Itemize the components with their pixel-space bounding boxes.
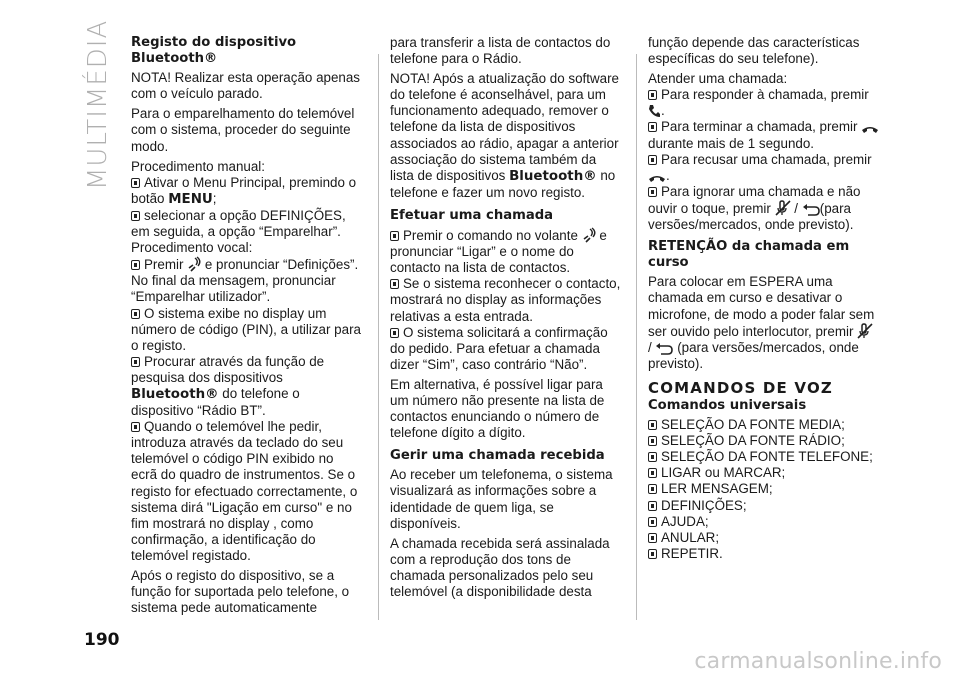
bullet-icon (648, 549, 657, 559)
bullet-item: Para responder à chamada, premir . (648, 87, 880, 119)
bluetooth-label: Bluetooth® (131, 386, 219, 402)
vocal-procedure-label: Procedimento vocal: (131, 240, 253, 256)
bullet-icon (131, 178, 140, 188)
bullet-icon (648, 420, 657, 430)
ringtone-paragraph: A chamada recebida será assinalada com a reprodução dos tons de chamada personalizados pelo seu telemóvel (a disponibilidade desta (390, 535, 610, 599)
voice-command-item: DEFINIÇÕES; (648, 498, 880, 514)
bullet-icon (648, 90, 657, 100)
bullet-icon (648, 155, 657, 165)
bullet-item: Para recusar uma chamada, premir . (648, 152, 880, 184)
voice-command-icon (582, 227, 596, 243)
bullet-icon (131, 211, 140, 221)
voice-command-item: SELEÇÃO DA FONTE RÁDIO; (648, 433, 880, 449)
bullet-icon (648, 187, 657, 197)
heading-voice-commands: COMANDOS DE VOZ (648, 378, 833, 397)
bullet-item: Se o sistema reconhecer o contacto, mostrará no display as informações relativas a esta entrada. (390, 276, 621, 324)
voice-command-icon (187, 256, 201, 272)
bullet-item: selecionar a opção DEFINIÇÕES, em seguida, a opção “Emparelhar”. (131, 207, 346, 240)
bullet-item: Ativar o Menu Principal, premindo o botão MENU; (131, 174, 357, 207)
hold-return-icon (802, 204, 820, 216)
column-3 (648, 35, 880, 562)
bullet-item: Premir e pronunciar “Definições”. No final da mensagem, pronunciar “Emparelhar utilizador”. (131, 257, 359, 305)
column-divider (636, 54, 637, 620)
heading-universal-commands: Comandos universais (648, 397, 807, 413)
voice-command-item: REPETIR. (648, 546, 880, 562)
column-divider (378, 54, 379, 620)
mute-icon (775, 200, 791, 216)
bullet-item: Procurar através da função de pesquisa dos dispositivos Bluetooth® do telefone o dispositivo “Rádio BT”. (131, 353, 325, 419)
voice-command-item: SELEÇÃO DA FONTE TELEFONE; (648, 449, 880, 465)
bullet-icon (648, 452, 657, 462)
hold-paragraph: Para colocar em ESPERA uma chamada em curso e desativar o microfone, de modo a poder falar sem ser ouvido pelo interlocutor, premir / (para versões/mercados, onde previsto). (648, 274, 875, 371)
after-registration-paragraph: Após o registo do dispositivo, se a função for suportada pelo telefone, o sistema pede automaticamente (131, 568, 350, 616)
bullet-icon (390, 231, 399, 241)
watermark: carmanualsonline.info (694, 649, 942, 674)
bullet-icon (648, 436, 657, 446)
column-1 (131, 35, 363, 620)
manual-procedure-label: Procedimento manual: (131, 158, 265, 174)
column-2 (390, 35, 622, 604)
pairing-paragraph: Para o emparelhamento do telemóvel com o sistema, proceder do seguinte modo. (131, 106, 355, 154)
bluetooth-label: Bluetooth® (509, 168, 597, 184)
voice-command-item: LER MENSAGEM; (648, 481, 880, 497)
bullet-icon (390, 328, 399, 338)
bullet-icon (131, 422, 140, 432)
heading-bluetooth-registration: Registo do dispositivo Bluetooth® (131, 35, 297, 67)
bullet-item: Quando o telemóvel lhe pedir, introduza através da teclado do seu telemóvel o código PIN exibido no ecrã do quadro de instrumentos. Se o registo for efectuado correctamente, o sistema dirá "Ligação em curso" e no fim mostrará no display , como confirmação, a identificação do telemóvel registado. (131, 419, 358, 563)
bullet-item: Premir o comando no volante e pronunciar “Ligar” e o nome do contacto na lista de contactos. (390, 228, 607, 276)
incoming-call-paragraph: Ao receber um telefonema, o sistema visualizará as informações sobre a identidade de quem liga, se disponíveis. (390, 467, 613, 531)
bullet-icon (648, 517, 657, 527)
phone-hangup-icon (861, 124, 879, 134)
bullet-item: Para terminar a chamada, premir durante mais de 1 segundo. (648, 119, 880, 151)
answer-call-label: Atender uma chamada: (648, 71, 788, 87)
bullet-icon (131, 309, 140, 319)
note-paragraph: NOTA! Realizar esta operação apenas com o veículo parado. (131, 70, 361, 102)
heading-call-hold: RETENÇÃO da chamada em curso (648, 239, 850, 271)
voice-command-item: AJUDA; (648, 514, 880, 530)
bullet-icon (648, 484, 657, 494)
voice-command-item: ANULAR; (648, 530, 880, 546)
software-note-paragraph: NOTA! Após a atualização do software do telefone é aconselhável, para um funcionamento adequado, remover o telefone da lista de dispositivos associados ao rádio, apagar a anterior associação do sistema também da lista de dispositivos Bluetooth® no telefone e fazer um novo registo. (390, 71, 619, 200)
bullet-icon (131, 260, 140, 270)
feature-note-paragraph: função depende das características específicas do seu telefone). (648, 35, 860, 67)
page-number: 190 (84, 630, 120, 650)
menu-key-label: MENU (168, 191, 213, 207)
heading-manage-incoming-call: Gerir uma chamada recebida (390, 448, 605, 464)
phone-hangup-icon (648, 173, 666, 183)
voice-command-item: LIGAR ou MARCAR; (648, 465, 880, 481)
voice-command-list (648, 417, 880, 562)
hold-return-icon (655, 343, 673, 355)
bullet-item: O sistema exibe no display um número de código (PIN), a utilizar para o registo. (131, 305, 361, 353)
bullet-item: O sistema solicitará a confirmação do pedido. Para efetuar a chamada dizer “Sim”, caso contrário “Não”. (390, 324, 608, 372)
bullet-icon (648, 533, 657, 543)
bullet-icon (648, 501, 657, 511)
heading-make-call: Efetuar uma chamada (390, 207, 554, 223)
phone-answer-icon (648, 104, 661, 118)
bullet-icon (390, 279, 399, 289)
bullet-icon (131, 357, 140, 367)
alternative-paragraph: Em alternativa, é possível ligar para um número não presente na lista de contactos enunciando o número de telefone dígito a dígito. (390, 376, 605, 441)
bullet-icon (648, 468, 657, 478)
transfer-paragraph: para transferir a lista de contactos do telefone para o Rádio. (390, 35, 611, 67)
bullet-item: Para ignorar uma chamada e não ouvir o toque, premir / (para versões/mercados, onde previsto). (648, 183, 861, 233)
mute-icon (857, 323, 873, 339)
bullet-icon (648, 122, 657, 132)
voice-command-item: SELEÇÃO DA FONTE MEDIA; (648, 417, 880, 433)
section-title: MULTIMÉDIA (83, 19, 113, 190)
